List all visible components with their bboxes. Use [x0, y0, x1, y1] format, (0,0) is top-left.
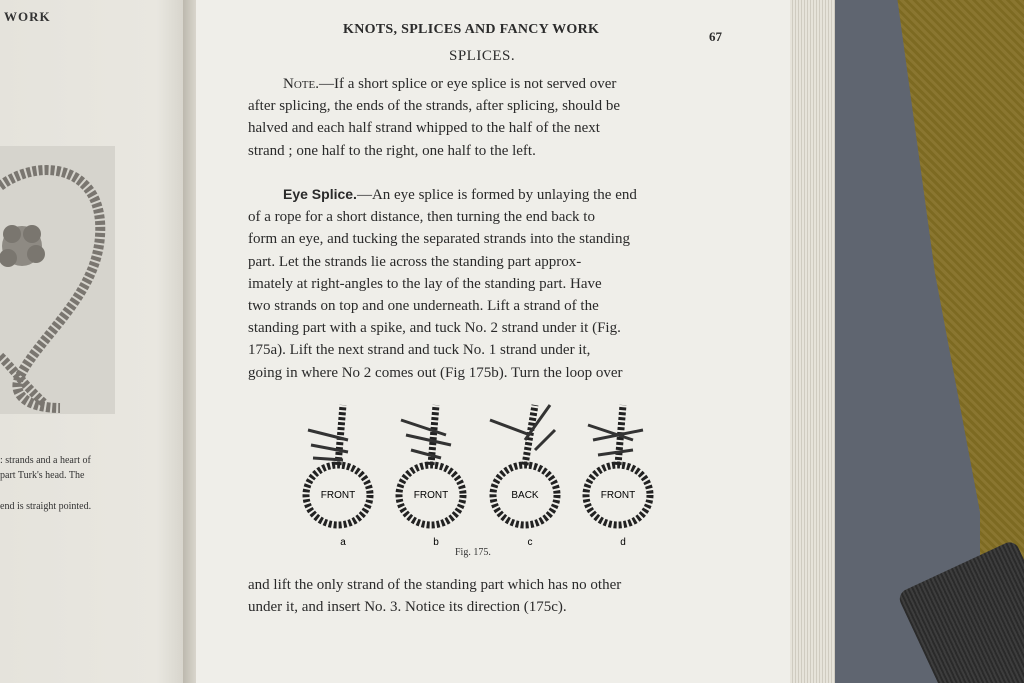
- eye-splice-lead: Eye Splice.: [283, 186, 357, 202]
- page-number: 67: [709, 29, 722, 44]
- eye-splice-line: of a rope for a short distance, then turning the end back to: [248, 209, 595, 226]
- panel-letter: a: [340, 537, 346, 548]
- note-paragraph: [248, 73, 724, 162]
- left-page: [0, 0, 196, 683]
- eye-splice-line: two strands on top and one underneath. Lift a strand of the: [248, 298, 599, 315]
- eye-splice-line: 175a). Lift the next strand and tuck No. 1 strand under it,: [248, 342, 591, 359]
- eye-splice-line: —An eye splice is formed by unlaying the end: [356, 187, 637, 203]
- note-lead: Note.: [283, 76, 319, 92]
- eye-splice-line: part. Let the strands lie across the standing part approx-: [248, 253, 582, 270]
- panel-letter: c: [527, 537, 533, 548]
- eye-splice-line: going in where No 2 comes out (Fig 175b). Turn the loop over: [248, 364, 623, 381]
- closing-line: under it, and insert No. 3. Notice its direction (175c).: [248, 599, 567, 616]
- page-edges: [790, 0, 835, 683]
- left-caption-line: : strands and a heart of: [0, 455, 91, 466]
- note-line: strand ; one half to the right, one half to the left.: [248, 142, 536, 159]
- running-head: KNOTS, SPLICES AND FANCY WORK: [343, 22, 600, 37]
- figure-175: [293, 400, 683, 550]
- eye-splice-paragraph: [248, 183, 724, 384]
- note-line: after splicing, the ends of the strands, after splicing, should be: [248, 98, 620, 115]
- panel-label: BACK: [511, 490, 539, 501]
- left-page-header: WORK: [4, 9, 51, 24]
- figure-caption: Fig. 175.: [455, 547, 491, 558]
- panel-label: FRONT: [413, 490, 449, 501]
- eye-splice-line: form an eye, and tucking the separated strands into the standing: [248, 231, 630, 248]
- note-first-line: [248, 73, 724, 95]
- eye-splice-line: standing part with a spike, and tuck No. 2 strand under it (Fig.: [248, 320, 621, 337]
- eye-splice-line: imately at right-angles to the lay of the standing part. Have: [248, 275, 602, 292]
- eye-splice-diagrams: [293, 400, 683, 550]
- knot-photo-illustration: [0, 146, 115, 414]
- section-title: SPLICES.: [449, 48, 516, 64]
- eye-splice-first-line: [248, 183, 724, 206]
- note-line: halved and each half strand whipped to the half of the next: [248, 120, 600, 137]
- panel-letter: b: [433, 537, 439, 548]
- knot-photograph: [0, 146, 115, 414]
- panel-b: [399, 405, 463, 548]
- left-caption-line: part Turk's head. The: [0, 470, 85, 481]
- panel-label: FRONT: [320, 490, 356, 501]
- panel-c: [490, 405, 557, 548]
- note-line: —If a short splice or eye splice is not served over: [318, 76, 617, 92]
- closing-paragraph: [248, 574, 724, 618]
- panel-label: FRONT: [600, 490, 636, 501]
- left-caption-line: end is straight pointed.: [0, 501, 92, 512]
- closing-line: and lift the only strand of the standing part which has no other: [248, 577, 622, 593]
- panel-a: [306, 405, 370, 548]
- panel-d: [586, 405, 650, 548]
- panel-letter: d: [620, 537, 626, 548]
